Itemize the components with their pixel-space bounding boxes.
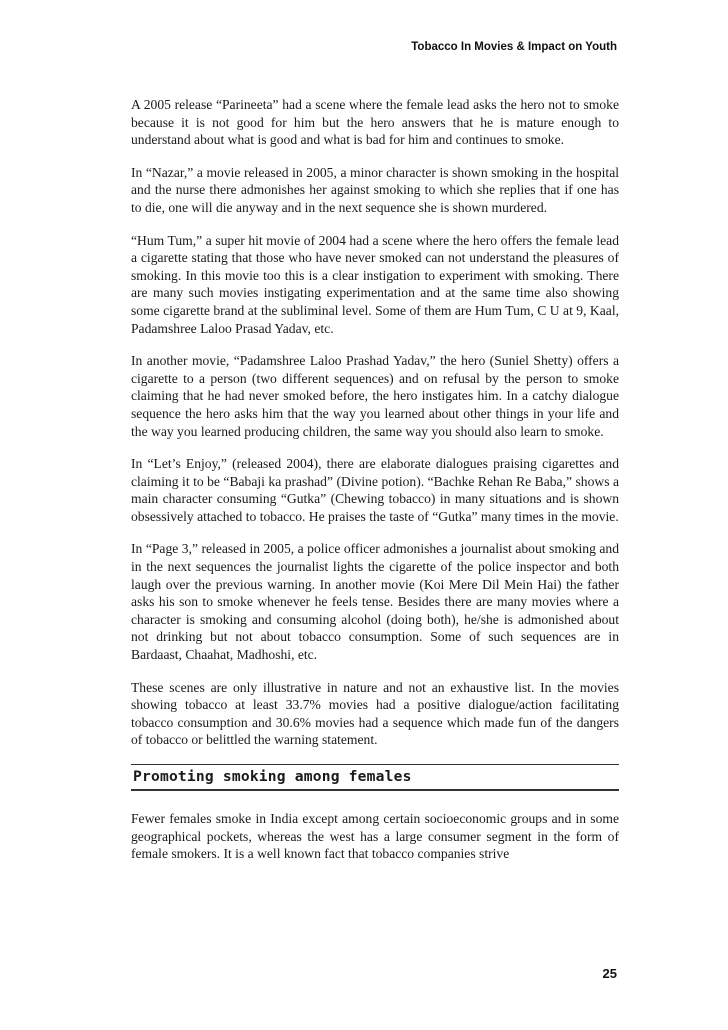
paragraph-nazar: In “Nazar,” a movie released in 2005, a minor character is shown smoking in the hospital and the nurse there admonishes her against smoking to which she replies that if one has to die, one will die anyway and in the next sequence she is shown murdered. xyxy=(131,164,619,215)
page-number: 25 xyxy=(602,966,617,981)
paragraph-females: Fewer females smoke in India except among certain socioeconomic groups and in some geographical pockets, whereas the west has a large consumer segment in the form of female smokers. It is a well known fact that tobacco companies strive xyxy=(131,811,619,862)
paragraph-laloo-prashad: In another movie, “Padamshree Laloo Prashad Yadav,” the hero (Suniel Shetty) offers a cigarette to a person (two different sequences) and on refusal by the person to smoke claiming that he had never smoked before, the hero instigates him. In a catchy dialogue sequence the hero asks him that the way you learned about other things in your life and the way you learned producing children, the same way you should also learn to smoke. xyxy=(131,353,619,439)
paragraph-lets-enjoy: In “Let’s Enjoy,” (released 2004), there are elaborate dialogues praising cigarettes and claiming it to be “Babaji ka prashad” (Divine potion). “Bachke Rehan Re Baba,” shows a main character consuming “Gutka” (Chewing tobacco) in many situations and is shown obsessively attached to tobacco. He praises the taste of “Gutka” many times in the movie. xyxy=(131,456,619,524)
section-heading: Promoting smoking among females xyxy=(131,764,619,791)
paragraph-page-3: In “Page 3,” released in 2005, a police officer admonishes a journalist about smoking and in the next sequences the journalist lights the cigarette of the police inspector and both laugh over the previous warning. In another movie (Koi Mere Dil Mein Hai) the father asks his son to smoke whenever he feels tense. Besides there are many movies where a character is smoking and consuming alcohol (doing both), he/she is admonished about not drinking but not about tobacco consumption. Some of such sequences are in Bardaast, Chaahat, Madhoshi, etc. xyxy=(131,541,619,663)
paragraph-hum-tum: “Hum Tum,” a super hit movie of 2004 had a scene where the hero offers the female lead a cigarette stating that those who have never smoked can not understand the pleasures of smoking. In this movie too this is a clear instigation to experiment with smoking. There are many such movies instigating experimentation and at the same time also showing some cigarette brand at the subliminal level. Some of them are Hum Tum, C U at 9, Kaal, Padamshree Laloo Prasad Yadav, etc. xyxy=(131,232,619,336)
paragraph-summary: These scenes are only illustrative in nature and not an exhaustive list. In the movies showing tobacco at least 33.7% movies had a positive dialogue/action facilitating tobacco consumption and 30.6% movies had a sequence which made fun of the dangers of tobacco or belittled the warning statement. xyxy=(131,679,619,748)
paragraph-parineeta: A 2005 release “Parineeta” had a scene where the female lead asks the hero not to smoke because it is not good for him but the hero answers that he is mature enough to understand about what is good and what is bad for him and continues to smoke. xyxy=(131,97,619,148)
running-header: Tobacco In Movies & Impact on Youth xyxy=(411,41,617,53)
page-body xyxy=(131,96,619,878)
